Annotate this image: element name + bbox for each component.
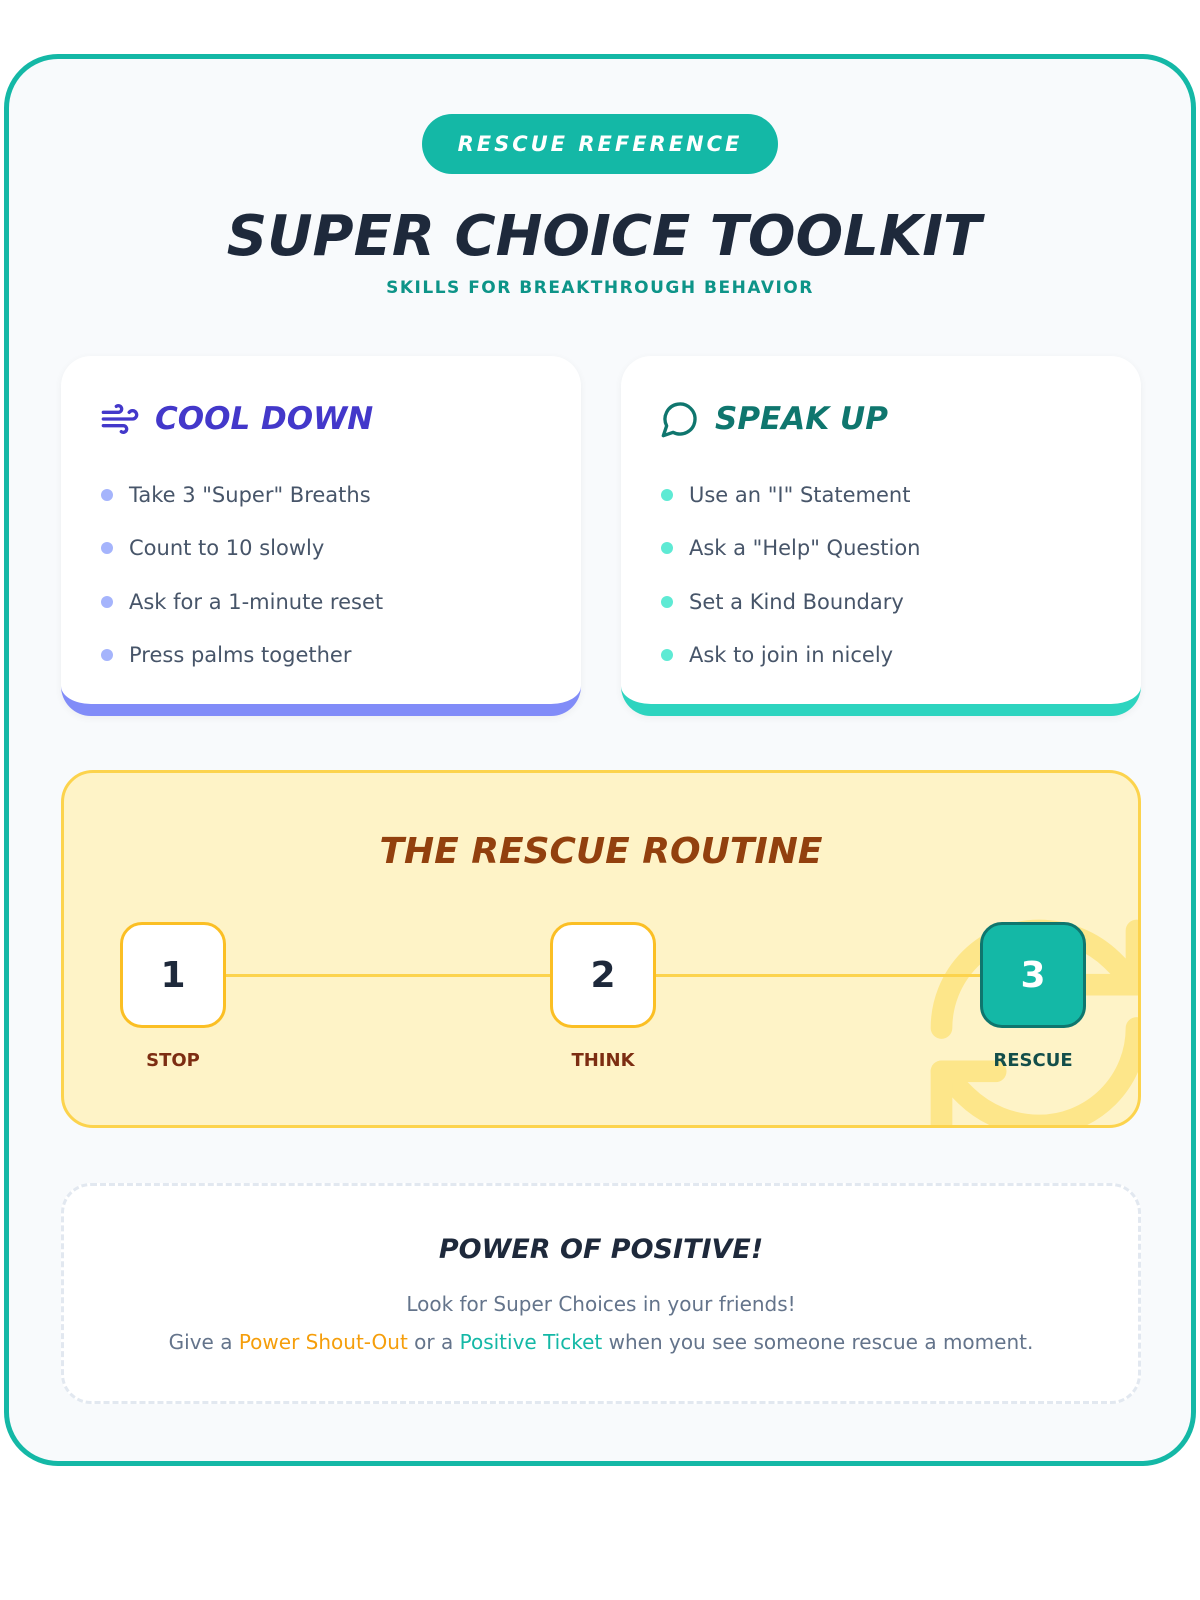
speak-up-header — [659, 394, 888, 444]
wind-icon — [99, 398, 141, 440]
list-item-text: Set a Kind Boundary — [689, 589, 904, 614]
page-subtitle: SKILLS FOR BREAKTHROUGH BEHAVIOR — [386, 278, 814, 298]
speak-up-list — [661, 468, 920, 682]
list-item-text: Ask for a 1-minute reset — [129, 589, 384, 614]
bullet-dot — [661, 542, 673, 554]
bullet-dot — [101, 489, 113, 501]
positive-line-2-middle: or a — [407, 1330, 460, 1354]
speak-up-card — [621, 356, 1141, 716]
rescue-routine-panel — [61, 770, 1141, 1128]
speech-bubble-icon — [659, 398, 701, 440]
list-item-text: Ask a "Help" Question — [689, 536, 921, 561]
cool-down-header — [99, 394, 373, 444]
list-item — [661, 629, 920, 683]
page-title: SUPER CHOICE TOOLKIT — [226, 204, 982, 269]
step-1-box: 1 — [120, 922, 226, 1028]
cool-down-title: COOL DOWN — [155, 401, 374, 437]
list-item — [101, 468, 383, 522]
list-item-text: Ask to join in nicely — [689, 643, 894, 668]
bullet-dot — [661, 489, 673, 501]
list-item-text: Count to 10 slowly — [129, 536, 325, 561]
cool-down-card — [61, 356, 581, 716]
rescue-reference-badge: RESCUE REFERENCE — [422, 114, 778, 174]
positive-line-1: Look for Super Choices in your friends! — [406, 1292, 796, 1316]
positive-line-2 — [64, 1330, 1138, 1354]
bullet-dot — [661, 596, 673, 608]
power-of-positive-panel — [61, 1183, 1141, 1404]
list-item — [101, 522, 383, 576]
bullet-dot — [101, 542, 113, 554]
step-3-label: RESCUE — [993, 1050, 1073, 1071]
positive-ticket-highlight: Positive Ticket — [459, 1330, 603, 1354]
list-item — [101, 575, 383, 629]
bullet-dot — [101, 649, 113, 661]
step-2-label: THINK — [571, 1050, 635, 1071]
list-item — [661, 522, 920, 576]
positive-line-2-suffix: when you see someone rescue a moment. — [602, 1330, 1034, 1354]
positive-line-2-prefix: Give a — [168, 1330, 239, 1354]
list-item-text: Take 3 "Super" Breaths — [129, 482, 371, 507]
power-shout-out-highlight: Power Shout-Out — [238, 1330, 408, 1354]
step-2-box: 2 — [550, 922, 656, 1028]
rescue-routine-title: THE RESCUE ROUTINE — [379, 831, 823, 872]
list-item-text: Use an "I" Statement — [689, 482, 911, 507]
power-of-positive-title: POWER OF POSITIVE! — [438, 1234, 764, 1265]
bullet-dot — [661, 649, 673, 661]
list-item — [661, 468, 920, 522]
step-3-box: 3 — [980, 922, 1086, 1028]
speak-up-title: SPEAK UP — [715, 401, 888, 437]
bullet-dot — [101, 596, 113, 608]
cool-down-list — [101, 468, 383, 682]
list-item — [101, 629, 383, 683]
list-item — [661, 575, 920, 629]
step-1-label: STOP — [146, 1050, 200, 1071]
list-item-text: Press palms together — [129, 643, 352, 668]
